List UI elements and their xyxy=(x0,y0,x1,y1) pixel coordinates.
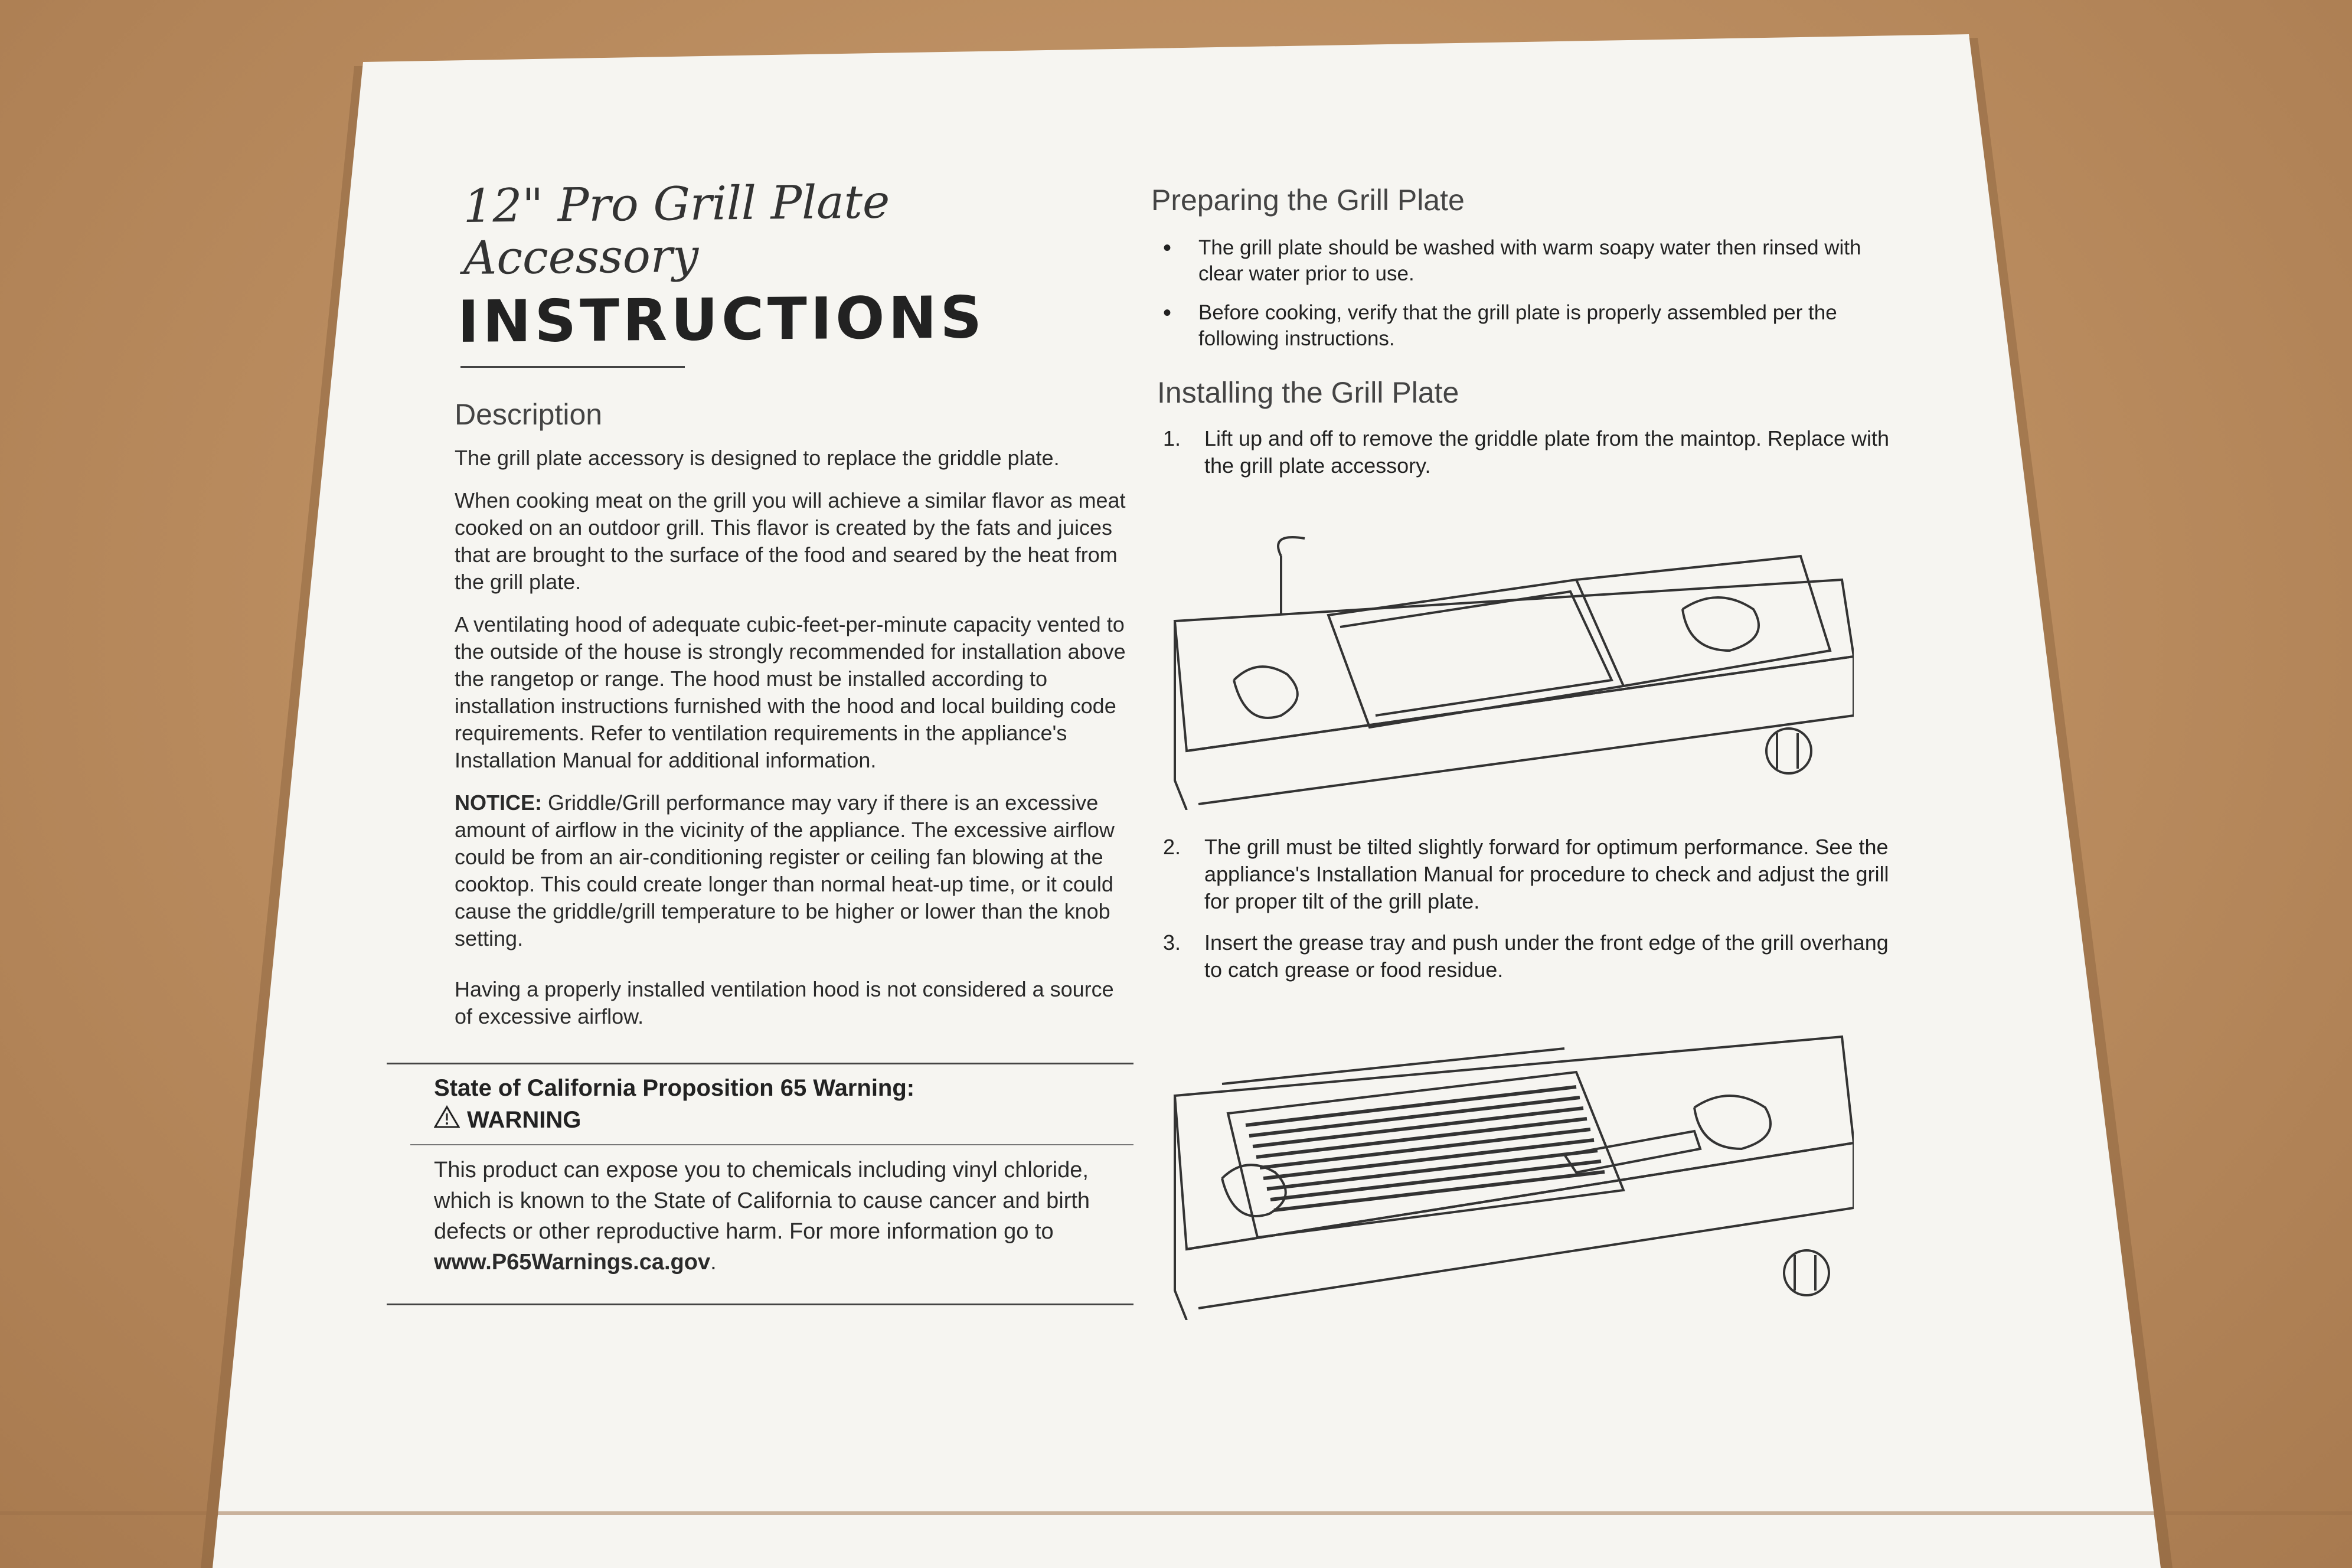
cardboard-seam xyxy=(0,1511,2352,1515)
description-p5: Having a properly installed ventilation hood is not considered a source of excessive airflow. xyxy=(455,977,1114,1028)
notice-label: NOTICE: xyxy=(455,790,542,815)
griddle-removal-illustration xyxy=(1163,503,1854,810)
preparing-list xyxy=(1163,235,1895,352)
warning-label-row xyxy=(434,1105,1133,1135)
list-item xyxy=(1163,235,1895,287)
title-script-line1: 12" Pro Grill Plate xyxy=(463,175,890,233)
step-number: 3. xyxy=(1163,930,1181,955)
warning-text: This product can expose you to chemicals including vinyl chloride, which is known to the State of California to cause cancer and birth defects or other reproductive harm. For more information go to xyxy=(434,1158,1090,1244)
description-p3: A ventilating hood of adequate cubic-feet-per-minute capacity vented to the outside of the house is strongly recommended for installation above the rangetop or range. The hood must be installed according to installation instructions furnished with the hood and local building code requirements. Refer to ventilation requirements in the appliance's Installation Manual for additional information. xyxy=(455,612,1126,772)
title-script-line2: Accessory xyxy=(463,229,699,285)
warning-label: WARNING xyxy=(467,1106,582,1133)
warning-text-paragraph xyxy=(434,1155,1133,1278)
list-item xyxy=(1163,929,1895,984)
warning-url-suffix: . xyxy=(710,1250,717,1275)
installing-steps xyxy=(1163,425,1895,479)
preparing-heading: Preparing the Grill Plate xyxy=(1151,184,1465,217)
warning-title: State of California Proposition 65 Warning: xyxy=(434,1075,915,1101)
list-item xyxy=(1163,425,1895,479)
step-number: 2. xyxy=(1163,835,1181,859)
description-p1: The grill plate accessory is designed to replace the griddle plate. xyxy=(455,446,1060,470)
installing-steps-continued xyxy=(1163,834,1895,984)
title-rule xyxy=(460,366,685,368)
step-1-text: Lift up and off to remove the griddle plate from the maintop. Replace with the grill plate accessory. xyxy=(1204,426,1889,478)
step-number: 1. xyxy=(1163,426,1181,450)
installing-heading: Installing the Grill Plate xyxy=(1157,376,1459,409)
grill-plate-illustration xyxy=(1163,1013,1854,1320)
step-3-text: Insert the grease tray and push under the front edge of the grill overhang to catch grease or food residue. xyxy=(1204,930,1889,982)
warning-divider xyxy=(410,1144,1133,1145)
left-column xyxy=(407,177,1133,1305)
right-column xyxy=(1151,177,1895,1344)
page-title: INSTRUCTIONS xyxy=(458,284,986,356)
bullet-icon: • xyxy=(1163,235,1172,261)
prop65-warning-box xyxy=(387,1063,1133,1305)
step-2-text: The grill must be tilted slightly forward for optimum performance. See the appliance's Installation Manual for procedure to check and adjust the grill for proper tilt of the grill plate. xyxy=(1204,835,1889,913)
description-p2: When cooking meat on the grill you will achieve a similar flavor as meat cooked on an outdoor grill. This flavor is created by the fats and juices that are brought to the surface of the food and seared by the heat from the grill plate. xyxy=(455,488,1126,594)
preparing-bullet-2: Before cooking, verify that the grill plate is properly assembled per the following instructions. xyxy=(1198,301,1837,350)
description-body xyxy=(455,445,1133,1030)
notice-paragraph xyxy=(455,789,1133,952)
warning-url-link[interactable]: www.P65Warnings.ca.gov xyxy=(434,1250,711,1275)
preparing-bullet-1: The grill plate should be washed with warm soapy water then rinsed with clear water prior to use. xyxy=(1198,236,1861,285)
list-item xyxy=(1163,834,1895,915)
bullet-icon: • xyxy=(1163,300,1172,326)
list-item xyxy=(1163,300,1895,352)
warning-triangle-icon xyxy=(434,1105,460,1135)
griddle-removal-drawing xyxy=(1163,503,1854,810)
grill-plate-drawing xyxy=(1163,1013,1854,1320)
description-heading: Description xyxy=(455,398,603,431)
notice-text: Griddle/Grill performance may vary if there is an excessive amount of airflow in the vicinity of the appliance. The excessive airflow could be from an air-conditioning register or ceiling fan blowing at the cooktop. This could create longer than normal heat-up time, or it could cause the griddle/grill temperature to be higher or lower than the knob setting. xyxy=(455,790,1115,950)
